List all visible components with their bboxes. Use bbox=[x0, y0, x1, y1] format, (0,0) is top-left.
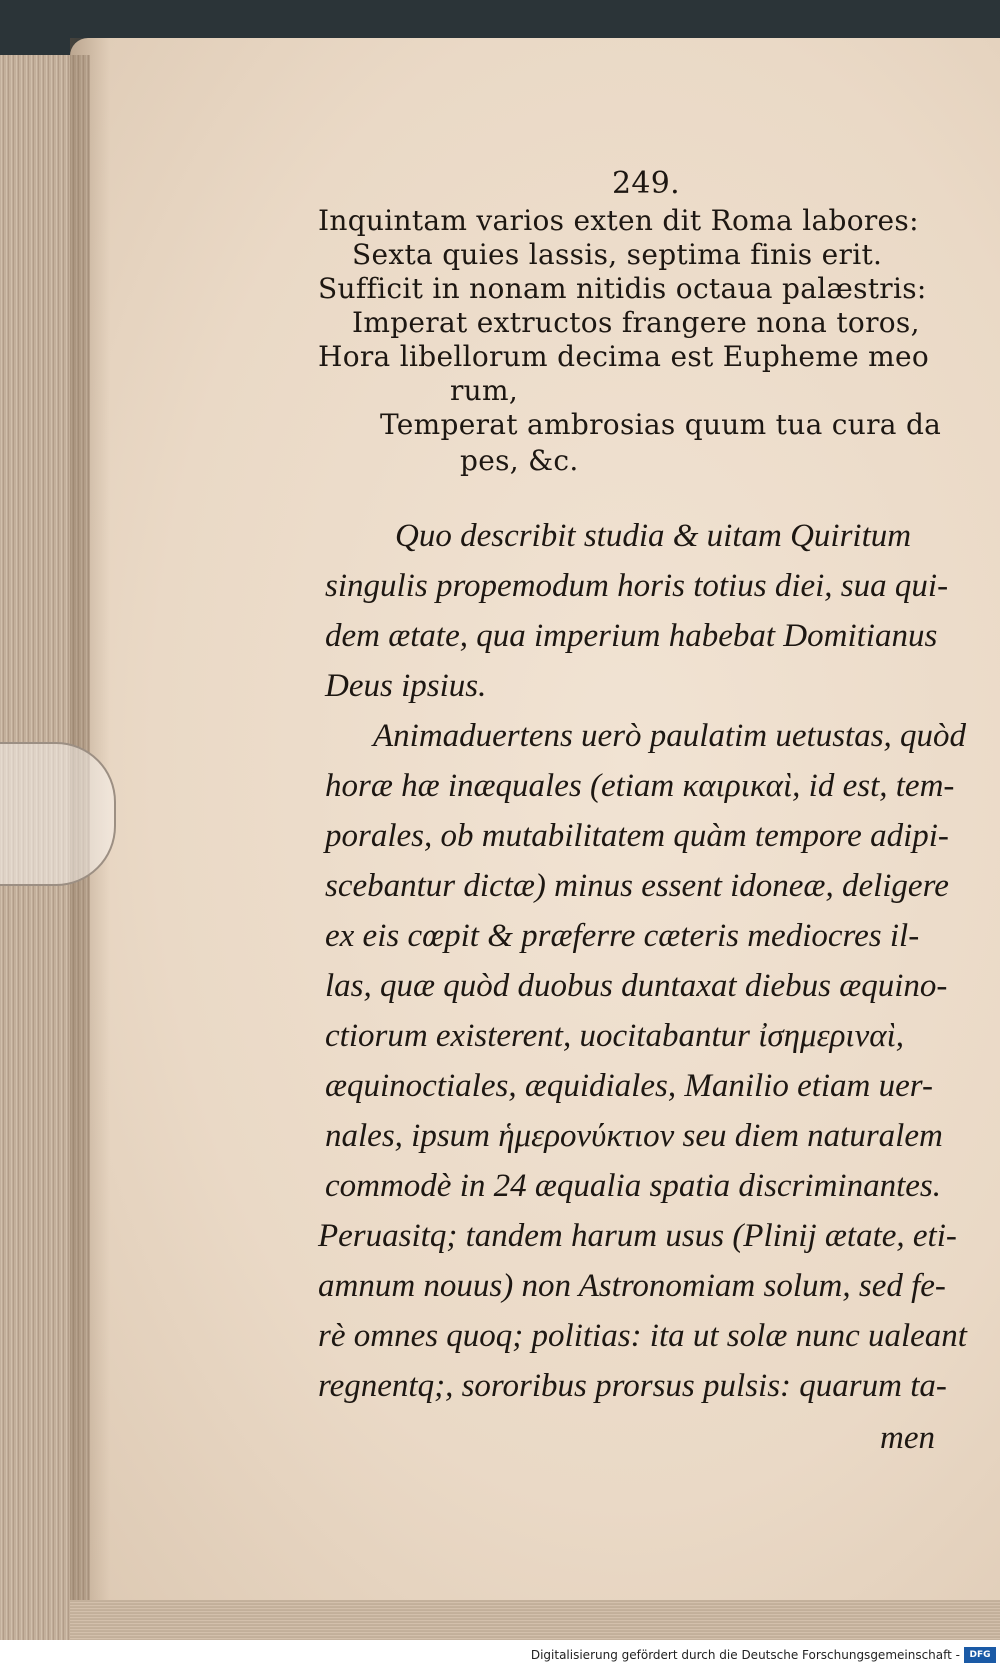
dfg-logo: DFG bbox=[964, 1647, 996, 1663]
prose-line: æquinoctiales, æquidiales, Manilio etiam uer- bbox=[325, 1068, 933, 1104]
prose-line: regnentq;, sororibus prorsus pulsis: quarum ta- bbox=[318, 1368, 947, 1404]
prose-line: rè omnes quoq; politias: ita ut solæ nunc ualeant bbox=[318, 1318, 967, 1354]
prose-line: Animaduertens uerò paulatim uetustas, quòd bbox=[373, 718, 967, 754]
poem-line: Sufficit in nonam nitidis octaua palæstris: bbox=[318, 272, 927, 305]
poem-line: Imperat extructos frangere nona toros, bbox=[352, 306, 920, 339]
catchword: men bbox=[880, 1420, 935, 1456]
prose-line: horæ hæ inæquales (etiam καιρικαὶ, id est, tem- bbox=[325, 768, 955, 804]
prose-line: singulis propemodum horis totius diei, sua qui- bbox=[325, 568, 949, 604]
prose-line: Quo describit studia & uitam Quiritum bbox=[395, 518, 912, 554]
prose-line: scebantur dictæ) minus essent idoneæ, deligere bbox=[325, 868, 949, 904]
prose-line: ex eis cœpit & præferre cæteris mediocres il- bbox=[325, 918, 920, 954]
prose-line: amnum nouus) non Astronomiam solum, sed fe- bbox=[318, 1268, 946, 1304]
prose-line: Peruasitq; tandem harum usus (Plinij ætate, eti- bbox=[318, 1218, 957, 1254]
page-number: 249. bbox=[612, 166, 680, 201]
prose-line: porales, ob mutabilitatem quàm tempore adipi- bbox=[325, 818, 949, 854]
page-stack-bottom bbox=[70, 1600, 1000, 1640]
poem-line: Temperat ambrosias quum tua cura da bbox=[380, 408, 942, 441]
prose-line: commodè in 24 æqualia spatia discriminantes. bbox=[325, 1168, 941, 1204]
poem-line: Hora libellorum decima est Eupheme meo bbox=[318, 340, 930, 373]
bookmark-clip bbox=[0, 742, 116, 886]
prose-line: Deus ipsius. bbox=[325, 668, 487, 704]
poem-line: pes, &c. bbox=[460, 444, 579, 477]
prose-line: dem ætate, qua imperium habebat Domitianus bbox=[325, 618, 938, 654]
poem-line: Inquintam varios exten dit Roma labores: bbox=[318, 204, 919, 237]
footer-bar bbox=[0, 1643, 1000, 1669]
prose-line: nales, ipsum ἡμερονύκτιον seu diem naturalem bbox=[325, 1118, 943, 1154]
poem-line: rum, bbox=[450, 374, 519, 407]
poem-line: Sexta quies lassis, septima finis erit. bbox=[352, 238, 883, 271]
prose-line: ctiorum existerent, uocitabantur ἰσημεριναὶ, bbox=[325, 1018, 904, 1054]
prose-line: las, quæ quòd duobus duntaxat diebus æquino- bbox=[325, 968, 948, 1004]
footer-credit: Digitalisierung gefördert durch die Deutsche Forschungsgemeinschaft - bbox=[530, 1648, 960, 1662]
